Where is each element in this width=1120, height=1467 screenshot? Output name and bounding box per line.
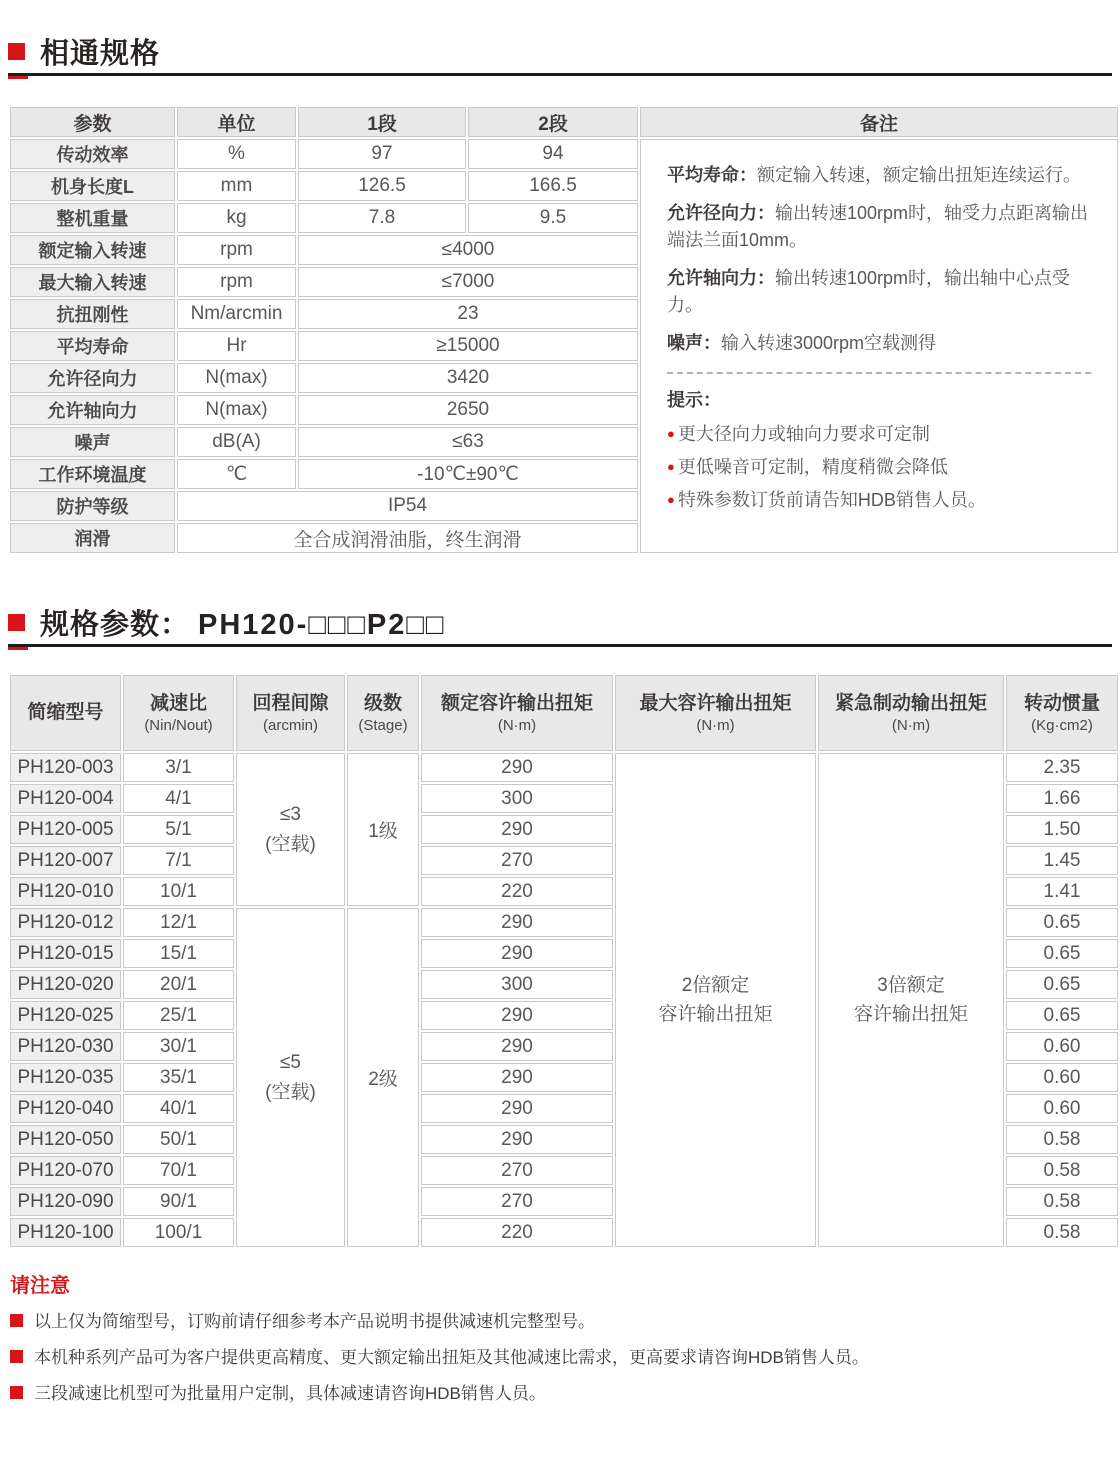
header-main-text: 简缩型号 — [27, 702, 104, 724]
model-cell: PH120-020 — [10, 970, 121, 999]
ratio-cell: 10/1 — [123, 877, 234, 906]
note-paragraph: 允许径向力：输出转速100rpm时，轴受力点距离输出端法兰面10mm。 — [667, 203, 1089, 250]
tip-item: ● 特殊参数订货前请告知HDB销售人员。 — [667, 490, 986, 510]
rated-torque-cell: 300 — [421, 784, 613, 813]
red-square-bullet-icon — [10, 1386, 23, 1399]
param-value-1stage-cell: 126.5 — [298, 171, 466, 201]
note-label: 允许轴向力： — [667, 268, 775, 288]
red-square-icon — [8, 43, 25, 60]
param-value-cell: ≤7000 — [298, 267, 638, 297]
footer-notice — [8, 1269, 1112, 1405]
param-unit-cell: % — [177, 139, 296, 169]
table2-header-cell — [347, 675, 419, 751]
param-value-cell: ≤63 — [298, 427, 638, 457]
model-cell: PH120-070 — [10, 1156, 121, 1185]
param-value-1stage-cell: 97 — [298, 139, 466, 169]
tip-item: ● 更大径向力或轴向力要求可定制 — [667, 424, 930, 444]
param-unit-cell: rpm — [177, 267, 296, 297]
ratio-cell: 70/1 — [123, 1156, 234, 1185]
ratio-cell: 3/1 — [123, 753, 234, 782]
header-sub-text: (N·m) — [696, 716, 735, 734]
param-name-cell: 工作环境温度 — [10, 459, 175, 489]
inertia-cell: 0.58 — [1006, 1187, 1118, 1216]
max-torque-text: 容许输出扭矩 — [658, 1004, 773, 1025]
bullet-dot-icon: ● — [667, 426, 675, 441]
ratio-cell: 100/1 — [123, 1218, 234, 1247]
backlash-value: ≤3 — [280, 804, 301, 826]
red-square-bullet-icon — [10, 1314, 23, 1327]
section2-header — [8, 605, 1112, 639]
param-unit-cell: N(max) — [177, 363, 296, 393]
param-value-cell: 23 — [298, 299, 638, 329]
table2-header-cell — [236, 675, 345, 751]
max-torque-cell — [615, 753, 816, 1247]
section2-title-text: 规格参数： — [40, 608, 191, 641]
brake-torque-text: 容许输出扭矩 — [853, 1004, 968, 1025]
param-value-cell: 全合成润滑油脂，终生润滑 — [177, 523, 638, 553]
model-cell: PH120-010 — [10, 877, 121, 906]
header-sub-text: (Stage) — [358, 716, 408, 734]
param-unit-cell: N(max) — [177, 395, 296, 425]
model-cell: PH120-050 — [10, 1125, 121, 1154]
backlash-condition: (空载) — [265, 833, 316, 855]
param-value-cell: ≥15000 — [298, 331, 638, 361]
model-cell: PH120-090 — [10, 1187, 121, 1216]
table2-header-cell — [818, 675, 1004, 751]
table1-header-cell: 备注 — [640, 107, 1118, 137]
ratio-cell: 25/1 — [123, 1001, 234, 1030]
model-cell: PH120-030 — [10, 1032, 121, 1061]
table1-header-cell: 参数 — [10, 107, 175, 137]
param-unit-cell: ℃ — [177, 459, 296, 489]
backlash-cell — [236, 753, 345, 906]
model-cell: PH120-007 — [10, 846, 121, 875]
ratio-cell: 90/1 — [123, 1187, 234, 1216]
section1-rule — [8, 73, 1112, 76]
inertia-cell: 0.65 — [1006, 939, 1118, 968]
inertia-cell: 0.65 — [1006, 908, 1118, 937]
rated-torque-cell: 290 — [421, 1094, 613, 1123]
param-name-cell: 额定输入转速 — [10, 235, 175, 265]
tips-label — [667, 387, 1091, 414]
table2-header-cell — [1006, 675, 1118, 751]
notice-item — [10, 1347, 1112, 1369]
model-cell: PH120-004 — [10, 784, 121, 813]
model-cell: PH120-012 — [10, 908, 121, 937]
inertia-cell: 0.58 — [1006, 1218, 1118, 1247]
remarks-cell — [640, 139, 1118, 553]
section1-header — [8, 34, 1112, 68]
ratio-cell: 50/1 — [123, 1125, 234, 1154]
tips-label-text: 提示： — [667, 390, 721, 410]
inertia-cell: 1.50 — [1006, 815, 1118, 844]
header-main-text: 最大容许输出扭矩 — [639, 693, 792, 715]
param-unit-cell: mm — [177, 171, 296, 201]
rated-torque-cell: 270 — [421, 1187, 613, 1216]
rated-torque-cell: 290 — [421, 1001, 613, 1030]
section1-title: 相通规格 — [40, 37, 161, 70]
param-unit-cell: Nm/arcmin — [177, 299, 296, 329]
brake-torque-text: 3倍额定 — [877, 974, 945, 996]
note-paragraph: 平均寿命：额定输入转速，额定输出扭矩连续运行。 — [667, 165, 1081, 185]
inertia-cell: 1.45 — [1006, 846, 1118, 875]
header-sub-text: (Kg·cm2) — [1031, 716, 1093, 734]
stage-cell: 2级 — [347, 908, 419, 1247]
table2-header-cell — [615, 675, 816, 751]
table1-header-cell: 单位 — [177, 107, 296, 137]
section2-title — [40, 602, 445, 643]
notice-title: 请注意 — [10, 1275, 70, 1297]
param-unit-cell: kg — [177, 203, 296, 233]
param-value-2stage-cell: 9.5 — [468, 203, 638, 233]
note-paragraph: 噪声：输入转速3000rpm空载测得 — [667, 333, 937, 353]
rated-torque-cell: 290 — [421, 939, 613, 968]
rated-torque-cell: 290 — [421, 1032, 613, 1061]
header-sub-text: (N·m) — [497, 716, 537, 734]
table2-header-row — [10, 675, 1118, 751]
header-main-text: 紧急制动输出扭矩 — [834, 693, 987, 715]
ratio-cell: 40/1 — [123, 1094, 234, 1123]
rated-torque-cell: 290 — [421, 908, 613, 937]
param-name-cell: 整机重量 — [10, 203, 175, 233]
header-main-text: 级数 — [363, 693, 402, 715]
model-cell: PH120-005 — [10, 815, 121, 844]
param-name-cell: 噪声 — [10, 427, 175, 457]
rated-torque-cell: 290 — [421, 1125, 613, 1154]
header-sub-text: (arcmin) — [263, 716, 318, 734]
model-cell: PH120-025 — [10, 1001, 121, 1030]
notice-item-text: 本机种系列产品可为客户提供更高精度、更大额定输出扭矩及其他减速比需求，更高要求请咨询HDB销售人员。 — [34, 1348, 869, 1368]
section2-model-code: PH120-□□□P2□□ — [198, 608, 446, 641]
table2-row — [10, 753, 1118, 782]
param-value-cell: ≤4000 — [298, 235, 638, 265]
inertia-cell: 2.35 — [1006, 753, 1118, 782]
rated-torque-cell: 270 — [421, 846, 613, 875]
param-value-cell: 2650 — [298, 395, 638, 425]
section2-rule — [8, 644, 1112, 647]
note-label: 平均寿命： — [667, 165, 757, 185]
inertia-cell: 1.66 — [1006, 784, 1118, 813]
header-main-text: 减速比 — [149, 693, 207, 715]
max-torque-text: 2倍额定 — [681, 974, 750, 996]
model-cell: PH120-015 — [10, 939, 121, 968]
tip-item: ● 更低噪音可定制，精度稍微会降低 — [667, 457, 948, 477]
note-label: 噪声： — [667, 333, 721, 353]
ratio-cell: 35/1 — [123, 1063, 234, 1092]
param-name-cell: 润滑 — [10, 523, 175, 553]
param-value-2stage-cell: 94 — [468, 139, 638, 169]
note-paragraph: 允许轴向力：输出转速100rpm时，输出轴中心点受力。 — [667, 268, 1071, 315]
param-value-cell: 3420 — [298, 363, 638, 393]
header-sub-text: (N·m) — [891, 716, 931, 734]
red-square-icon — [8, 614, 25, 631]
inertia-cell: 0.58 — [1006, 1156, 1118, 1185]
notice-item — [10, 1311, 1112, 1333]
rated-torque-cell: 290 — [421, 1063, 613, 1092]
param-name-cell: 允许轴向力 — [10, 395, 175, 425]
table1-header-row — [10, 107, 1118, 137]
section2-rule-red-accent — [8, 647, 28, 650]
header-main-text: 回程间隙 — [252, 693, 329, 715]
param-value-cell: -10℃±90℃ — [298, 459, 638, 489]
param-value-1stage-cell: 7.8 — [298, 203, 466, 233]
inertia-cell: 0.60 — [1006, 1032, 1118, 1061]
rated-torque-cell: 220 — [421, 1218, 613, 1247]
param-value-2stage-cell: 166.5 — [468, 171, 638, 201]
table2-header-cell — [123, 675, 234, 751]
param-name-cell: 抗扭刚性 — [10, 299, 175, 329]
ratio-cell: 5/1 — [123, 815, 234, 844]
param-unit-cell: dB(A) — [177, 427, 296, 457]
backlash-value: ≤5 — [280, 1052, 301, 1074]
notice-item-text: 以上仅为简缩型号，订购前请仔细参考本产品说明书提供减速机完整型号。 — [34, 1312, 595, 1331]
ratio-cell: 20/1 — [123, 970, 234, 999]
note-label: 允许径向力： — [667, 203, 775, 223]
rated-torque-cell: 290 — [421, 815, 613, 844]
dashed-divider — [667, 372, 1091, 374]
notice-item-text: 三段减速比机型可为批量用户定制，具体减速请咨询HDB销售人员。 — [34, 1384, 546, 1404]
header-main-text: 转动惯量 — [1023, 693, 1100, 715]
stage-cell: 1级 — [347, 753, 419, 906]
notice-items — [10, 1311, 1112, 1405]
header-sub-text: (Nin/Nout) — [144, 716, 213, 734]
ratio-cell: 7/1 — [123, 846, 234, 875]
inertia-cell: 0.60 — [1006, 1094, 1118, 1123]
param-name-cell: 机身长度L — [10, 171, 175, 201]
ratio-cell: 15/1 — [123, 939, 234, 968]
red-square-bullet-icon — [10, 1350, 23, 1363]
inertia-cell: 0.65 — [1006, 1001, 1118, 1030]
rated-torque-cell: 270 — [421, 1156, 613, 1185]
param-name-cell: 平均寿命 — [10, 331, 175, 361]
param-name-cell: 允许径向力 — [10, 363, 175, 393]
ratio-cell: 30/1 — [123, 1032, 234, 1061]
common-spec-table — [8, 105, 1120, 555]
table1-header-cell: 1段 — [298, 107, 466, 137]
header-main-text: 额定容许输出扭矩 — [440, 693, 593, 715]
model-cell: PH120-040 — [10, 1094, 121, 1123]
rated-torque-cell: 300 — [421, 970, 613, 999]
inertia-cell: 0.60 — [1006, 1063, 1118, 1092]
model-spec-table — [8, 673, 1120, 1249]
rated-torque-cell: 220 — [421, 877, 613, 906]
param-value-cell: IP54 — [177, 491, 638, 521]
param-unit-cell: rpm — [177, 235, 296, 265]
model-cell: PH120-035 — [10, 1063, 121, 1092]
brake-torque-cell — [818, 753, 1004, 1247]
rated-torque-cell: 290 — [421, 753, 613, 782]
notice-item — [10, 1383, 1112, 1405]
inertia-cell: 0.58 — [1006, 1125, 1118, 1154]
param-name-cell: 最大输入转速 — [10, 267, 175, 297]
inertia-cell: 1.41 — [1006, 877, 1118, 906]
backlash-cell — [236, 908, 345, 1247]
section1-rule-red-accent — [8, 76, 28, 79]
bullet-dot-icon: ● — [667, 492, 675, 507]
ratio-cell: 12/1 — [123, 908, 234, 937]
table2-header-cell — [421, 675, 613, 751]
table1-header-cell: 2段 — [468, 107, 638, 137]
bullet-dot-icon: ● — [667, 459, 675, 474]
backlash-condition: (空载) — [265, 1081, 316, 1103]
param-name-cell: 防护等级 — [10, 491, 175, 521]
param-unit-cell: Hr — [177, 331, 296, 361]
inertia-cell: 0.65 — [1006, 970, 1118, 999]
model-cell: PH120-003 — [10, 753, 121, 782]
param-name-cell: 传动效率 — [10, 139, 175, 169]
table1-row — [10, 139, 1118, 169]
table2-header-cell — [10, 675, 121, 751]
ratio-cell: 4/1 — [123, 784, 234, 813]
model-cell: PH120-100 — [10, 1218, 121, 1247]
